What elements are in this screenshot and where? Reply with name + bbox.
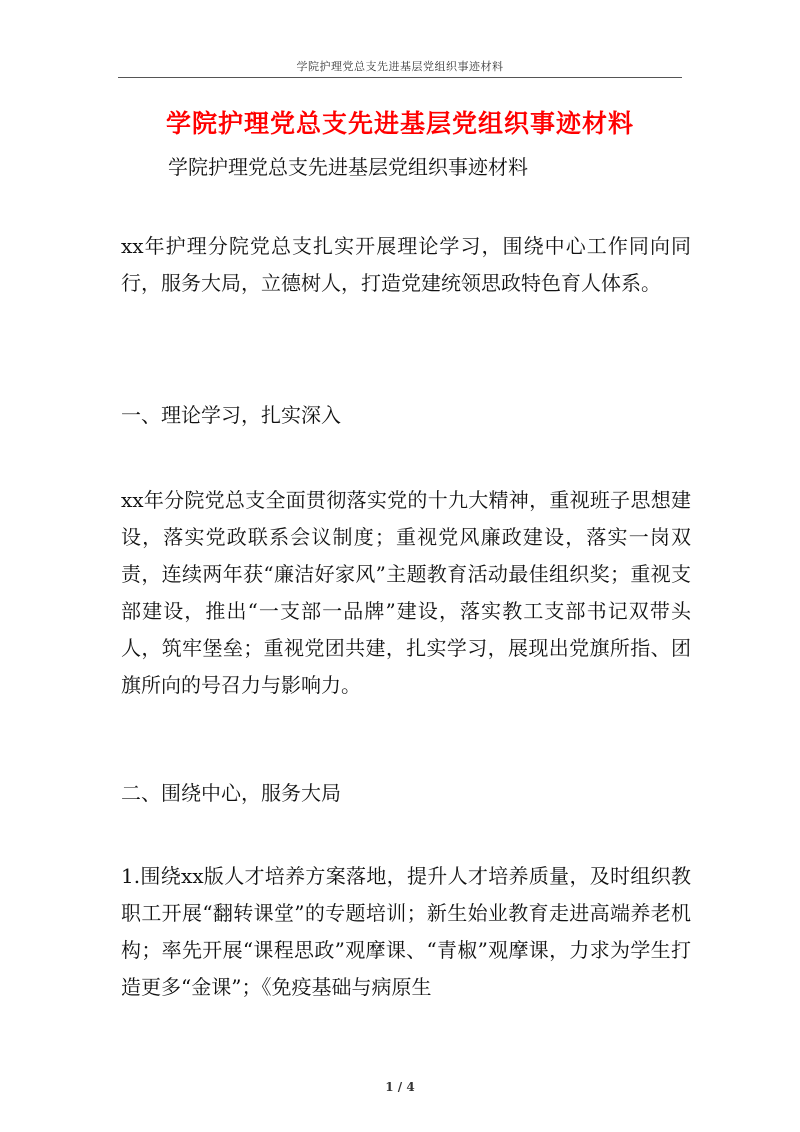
paragraph-talent-training: 1.围绕xx版人才培养方案落地，提升人才培养质量，及时组织教职工开展“翻转课堂”的专题培训；新生始业教育走进高端养老机构；率先开展“课程思政”观摩课、“青椒”观摩课，力求为学生打造更多“金课”；《免疫基础与病原生 (121, 864, 691, 999)
document-subtitle: 学院护理党总支先进基层党组织事迹材料 (168, 155, 528, 179)
header-divider (118, 77, 682, 78)
section-heading-1: 一、理论学习，扎实深入 (121, 403, 341, 427)
running-header: 学院护理党总支先进基层党组织事迹材料 (296, 60, 504, 73)
paragraph-theory-study: xx年分院党总支全面贯彻落实党的十九大精神，重视班子思想建设，落实党政联系会议制度；重视党风廉政建设，落实一岗双责，连续两年获“廉洁好家风”主题教育活动最佳组织奖；重视支部建设，推出“一支部一品牌”建设，落实教工支部书记双带头人，筑牢堡垒；重视党团共建，扎实学习，展现出党旗所指、团旗所向的号召力与影响力。 (121, 488, 691, 697)
paragraph-intro: xx年护理分院党总支扎实开展理论学习，围绕中心工作同向同行，服务大局，立德树人，打造党建统领思政特色育人体系。 (121, 234, 691, 295)
section-heading-2: 二、围绕中心，服务大局 (121, 781, 341, 805)
document-title: 学院护理党总支先进基层党组织事迹材料 (165, 109, 634, 138)
page-number: 1 / 4 (385, 1080, 415, 1094)
